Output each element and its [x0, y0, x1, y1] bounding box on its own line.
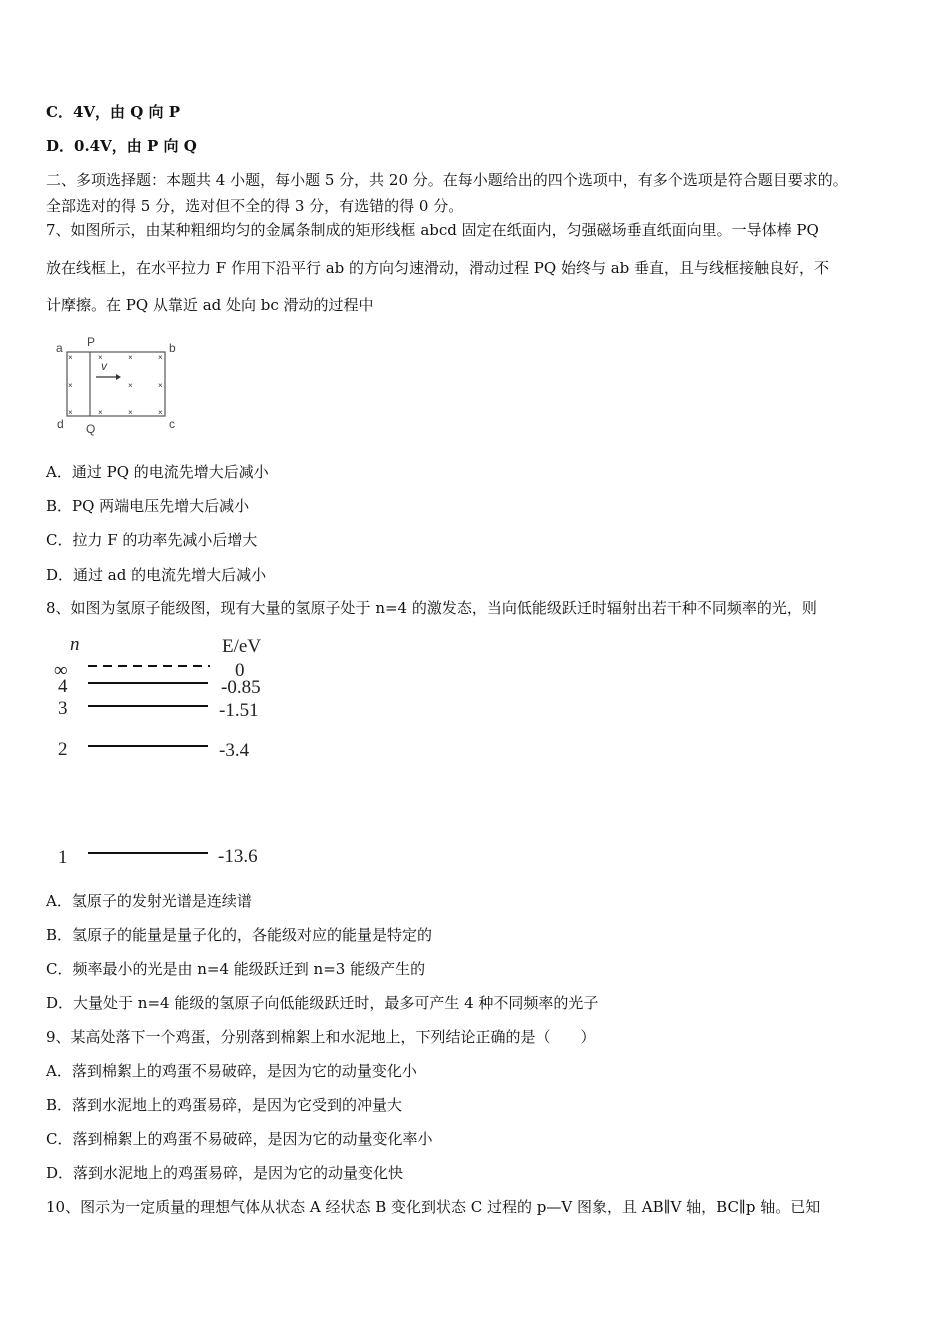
q8-stem-line1: 8、如图为氢原子能级图，现有大量的氢原子处于 n=4 的激发态，当向低能级跃迁时辐射出若干种不同频率的光，则	[46, 599, 817, 617]
q7-option-b: B．PQ 两端电压先增大后减小	[46, 497, 250, 515]
section2-heading-line1: 二、多项选择题：本题共 4 小题，每小题 5 分，共 20 分。在每小题给出的四个选项中，有多个选项是符合题目要求的。	[46, 171, 848, 189]
q10-stem-line1: 10、图示为一定质量的理想气体从状态 A 经状态 B 变化到状态 C 过程的 p—V 图象，且 AB∥V 轴，BC∥p 轴。已知	[46, 1198, 821, 1216]
q7-stem-line3: 计摩擦。在 PQ 从靠近 ad 处向 bc 滑动的过程中	[46, 296, 374, 314]
level-n-4: 4	[58, 676, 68, 697]
level-energy-2: -3.4	[219, 740, 250, 761]
q6-option-d: D．0.4V，由 P 向 Q	[46, 137, 197, 155]
level-n-3: 3	[58, 698, 68, 719]
q7-option-c: C．拉力 F 的功率先减小后增大	[46, 531, 258, 549]
q9-option-a: A．落到棉絮上的鸡蛋不易破碎，是因为它的动量变化小	[46, 1062, 417, 1080]
level-energy-4: -0.85	[221, 677, 261, 698]
q9-option-b: B．落到水泥地上的鸡蛋易碎，是因为它受到的冲量大	[46, 1096, 403, 1114]
q7-stem-line1: 7、如图所示，由某种粗细均匀的金属条制成的矩形线框 abcd 固定在纸面内，匀强磁场垂直纸面向里。一导体棒 PQ	[46, 221, 819, 239]
q8-option-c: C．频率最小的光是由 n=4 能级跃迁到 n=3 能级产生的	[46, 960, 426, 978]
q7-stem-line2: 放在线框上，在水平拉力 F 作用下沿平行 ab 的方向匀速滑动，滑动过程 PQ 始终与 ab 垂直，且与线框接触良好，不	[46, 259, 830, 277]
label-v: v	[101, 359, 107, 373]
field-cross: ×	[158, 408, 163, 417]
label-c: c	[169, 417, 175, 431]
level-n-1: 1	[58, 847, 68, 868]
q8-option-d: D．大量处于 n=4 能级的氢原子向低能级跃迁时，最多可产生 4 种不同频率的光子	[46, 994, 599, 1012]
q8-energy-level-diagram	[50, 630, 290, 870]
q8-option-b: B．氢原子的能量是量子化的，各能级对应的能量是特定的	[46, 926, 433, 944]
q7-option-a: A．通过 PQ 的电流先增大后减小	[46, 463, 269, 481]
label-p: P	[87, 335, 96, 349]
field-cross: ×	[68, 408, 73, 417]
field-cross: ×	[98, 408, 103, 417]
energy-header: E/eV	[222, 636, 262, 657]
q9-option-c: C．落到棉絮上的鸡蛋不易破碎，是因为它的动量变化率小	[46, 1130, 433, 1148]
level-energy-3: -1.51	[219, 700, 259, 721]
field-cross: ×	[68, 381, 73, 390]
n-header: n	[70, 634, 80, 655]
field-cross: ×	[158, 381, 163, 390]
field-cross: ×	[98, 353, 103, 362]
level-energy-inf: 0	[235, 660, 245, 681]
field-cross: ×	[128, 381, 133, 390]
label-a: a	[56, 341, 63, 355]
level-n-2: 2	[58, 739, 68, 760]
field-cross: ×	[158, 353, 163, 362]
q8-option-a: A．氢原子的发射光谱是连续谱	[46, 892, 252, 910]
level-energy-1: -13.6	[218, 846, 258, 867]
q6-option-c: C．4V，由 Q 向 P	[46, 103, 181, 121]
velocity-arrow-head	[116, 374, 121, 380]
field-cross: ×	[128, 353, 133, 362]
label-b: b	[169, 341, 176, 355]
label-q: Q	[86, 422, 96, 436]
q9-option-d: D．落到水泥地上的鸡蛋易碎，是因为它的动量变化快	[46, 1164, 404, 1182]
field-cross: ×	[68, 353, 73, 362]
level-n-inf: ∞	[54, 660, 68, 681]
q7-circuit-figure	[52, 332, 192, 440]
q9-stem-line1: 9、某高处落下一个鸡蛋，分别落到棉絮上和水泥地上，下列结论正确的是（ ）	[46, 1028, 596, 1046]
q7-option-d: D．通过 ad 的电流先增大后减小	[46, 566, 267, 584]
frame-abcd	[67, 352, 165, 416]
field-cross: ×	[128, 408, 133, 417]
section2-heading-line2: 全部选对的得 5 分，选对但不全的得 3 分，有选错的得 0 分。	[46, 197, 464, 215]
label-d: d	[57, 417, 64, 431]
